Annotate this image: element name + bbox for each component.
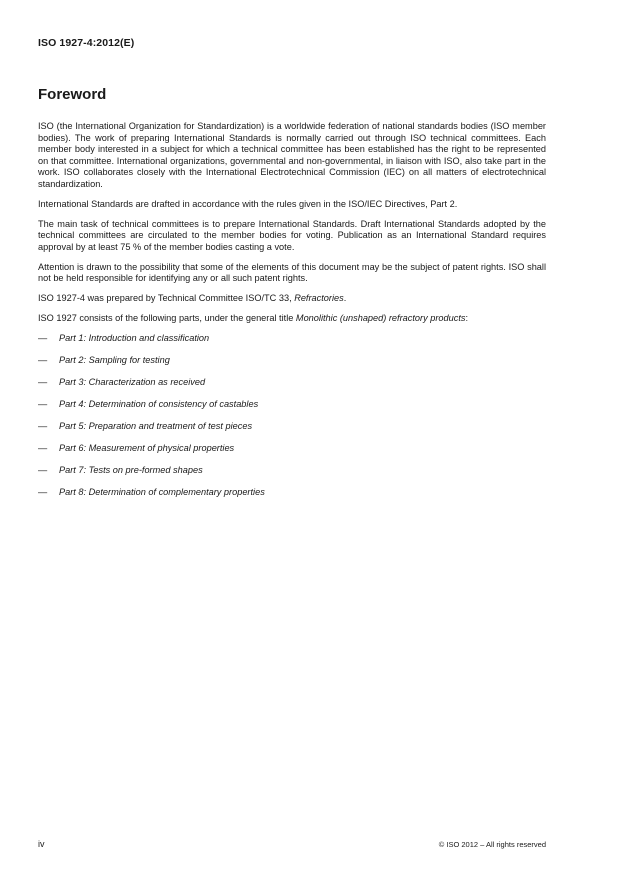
list-item bbox=[38, 377, 546, 389]
list-item bbox=[38, 355, 546, 367]
page-title: Foreword bbox=[38, 86, 107, 103]
part-title: Part 7: Tests on pre-formed shapes bbox=[59, 465, 203, 475]
list-dash: — bbox=[38, 355, 48, 365]
part-title: Part 1: Introduction and classification bbox=[59, 333, 210, 343]
part-title: Part 2: Sampling for testing bbox=[59, 355, 170, 365]
prepared-by-text: ISO 1927-4 was prepared by Technical Committee ISO/TC 33, bbox=[38, 293, 295, 303]
parts-list bbox=[38, 333, 546, 499]
copyright-notice: © ISO 2012 – All rights reserved bbox=[438, 840, 546, 849]
part-title: Part 4: Determination of consistency of castables bbox=[59, 399, 259, 409]
list-item bbox=[38, 465, 546, 477]
list-dash: — bbox=[38, 465, 48, 475]
list-dash: — bbox=[38, 443, 48, 453]
general-title: Monolithic (unshaped) refractory products bbox=[295, 313, 466, 323]
paragraph-committee-task: The main task of technical committees is to prepare International Standards. Draft International Standards adopted by the technical committees are circulated to the member bodies for voting. Publication as an International Standard requires approval by at least 75 % of the member bodies casting a vote. bbox=[38, 218, 546, 252]
list-item bbox=[38, 399, 546, 411]
part-title: Part 3: Characterization as received bbox=[59, 377, 206, 387]
prepared-by-end: . bbox=[343, 293, 347, 303]
committee-name: Refractories bbox=[294, 293, 344, 303]
paragraph-patent-notice: Attention is drawn to the possibility that some of the elements of this document may be the subject of patent rights. ISO shall not be held responsible for identifying any or all such patent rights. bbox=[38, 261, 546, 283]
page-number: iv bbox=[38, 839, 45, 849]
parts-intro-end: : bbox=[465, 313, 469, 323]
paragraph-iso-overview: ISO (the International Organization for Standardization) is a worldwide federation of national standards bodies (ISO member bodies). The work of preparing International Standards is normally carried out through ISO technical committees. Each member body interested in a subject for which a technical committee has been established has the right to be represented on that committee. International organizations, governmental and non-governmental, in liaison with ISO, also take part in the work. ISO collaborates closely with the International Electrotechnical Commission (IEC) on all matters of electrotechnical standardization. bbox=[38, 121, 546, 189]
list-item bbox=[38, 333, 546, 345]
list-dash: — bbox=[38, 399, 48, 409]
document-header-id: ISO 1927-4:2012(E) bbox=[38, 37, 135, 49]
parts-intro-text: ISO 1927 consists of the following parts, under the general title bbox=[38, 313, 296, 323]
list-dash: — bbox=[38, 421, 48, 431]
paragraph-drafting-rules: International Standards are drafted in accordance with the rules given in the ISO/IEC Directives, Part 2. bbox=[38, 198, 458, 209]
list-dash: — bbox=[38, 377, 48, 387]
part-title: Part 6: Measurement of physical properties bbox=[59, 443, 235, 453]
list-dash: — bbox=[38, 487, 48, 497]
document-body bbox=[38, 121, 546, 509]
paragraph-prepared-by bbox=[38, 293, 546, 305]
part-title: Part 8: Determination of complementary properties bbox=[59, 487, 265, 497]
list-item bbox=[38, 487, 546, 499]
list-item bbox=[38, 443, 546, 455]
part-title: Part 5: Preparation and treatment of test pieces bbox=[59, 421, 253, 431]
paragraph-parts-intro bbox=[38, 313, 546, 325]
list-item bbox=[38, 421, 546, 433]
list-dash: — bbox=[38, 333, 48, 343]
